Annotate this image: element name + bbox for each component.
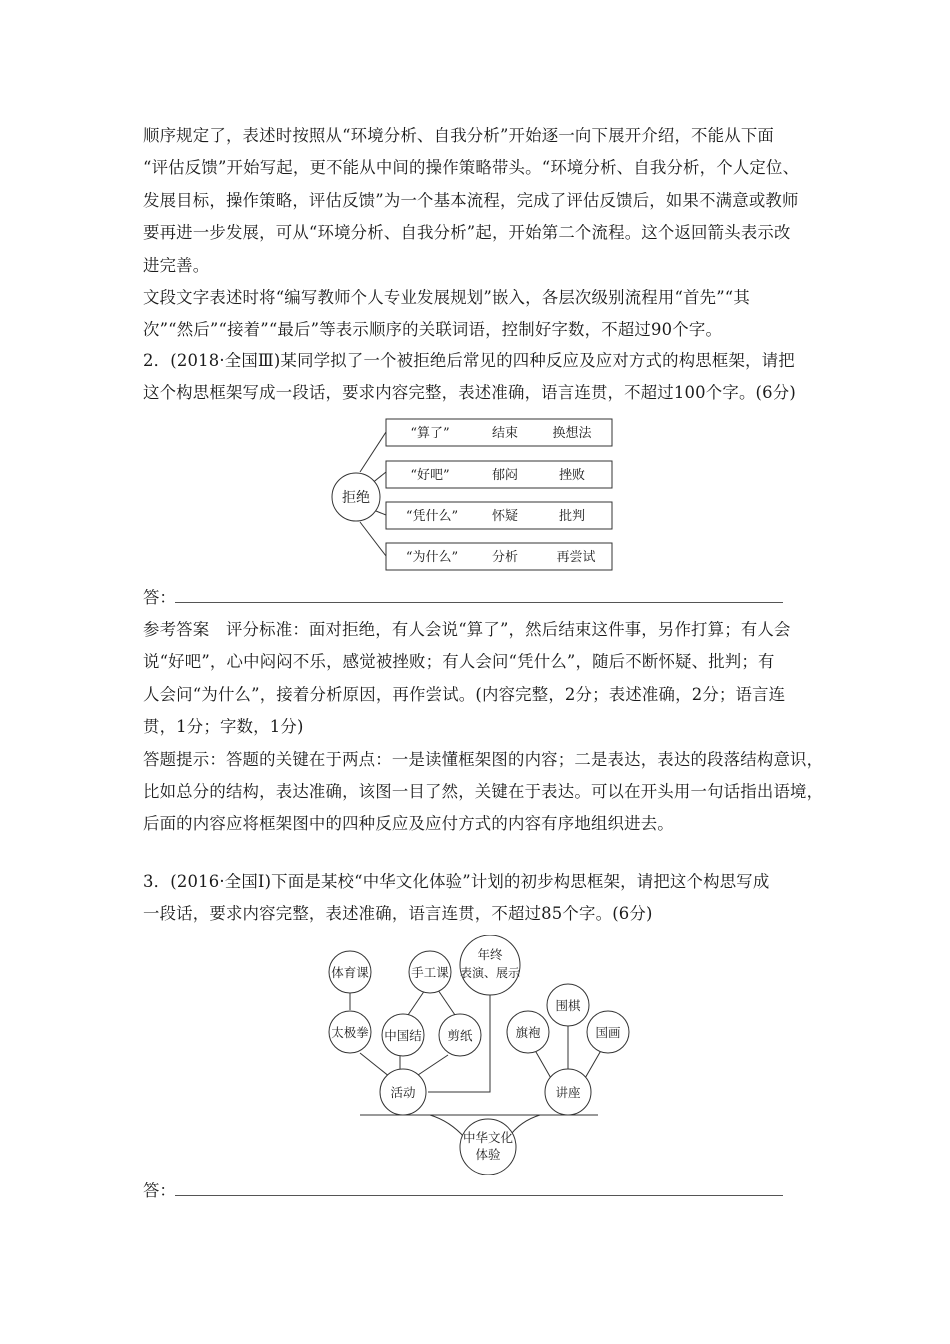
label-activity: 活动 — [390, 1085, 416, 1100]
label-pe-class: 体育课 — [331, 965, 369, 980]
tip-line: 比如总分的结构，表达准确，该图一目了然，关键在于表达。可以在开头用一句话指出语境， — [143, 782, 824, 802]
reaction-feeling: 郁闷 — [491, 468, 519, 483]
reaction-response: 挫败 — [558, 468, 586, 483]
reaction-phrase: “算了” — [410, 426, 450, 441]
intro-line: “评估反馈”开始写起，更不能从中间的操作策略带头。“环境分析、自我分析，个人定位、 — [143, 158, 800, 178]
answer-blank-line[interactable] — [175, 602, 783, 603]
reaction-response: 换想法 — [552, 426, 592, 441]
branch-line — [360, 432, 386, 472]
label-paper-cut: 剪纸 — [447, 1028, 473, 1043]
label-root-culture: 体验 — [475, 1147, 501, 1162]
reaction-phrase: “为什么” — [405, 550, 459, 565]
intro-line: 要再进一步发展，可从“环境分析、自我分析”起，开始第二个流程。这个返回箭头表示改 — [143, 223, 791, 243]
label-chinese-knot: 中国结 — [384, 1028, 422, 1043]
reaction-feeling: 怀疑 — [491, 509, 519, 524]
q2-answer-row[interactable] — [143, 587, 783, 609]
tip-line: 答题提示：答题的关键在于两点：一是读懂框架图的内容；二是表达，表达的段落结构意识， — [143, 749, 824, 769]
intro-line: 发展目标，操作策略，评估反馈”为一个基本流程，完成了评估反馈后，如果不满意或教师 — [143, 190, 799, 210]
connector-line — [360, 1053, 390, 1077]
label-lecture: 讲座 — [555, 1085, 581, 1100]
label-go: 围棋 — [555, 998, 581, 1013]
q3-answer-row[interactable] — [143, 1180, 783, 1202]
question-line: 这个构思框架写成一段话，要求内容完整，表述准确，语言连贯，不超过100个字。(6分) — [143, 383, 796, 403]
reaction-feeling: 结束 — [491, 426, 519, 441]
intro-line: 进完善。 — [143, 255, 210, 275]
q2-reference-answer — [143, 614, 824, 841]
reaction-response: 批判 — [558, 509, 586, 524]
intro-line: 文段文字表述时将“编写教师个人专业发展规划”嵌入，各层次级别流程用“首先”“其 — [143, 288, 750, 308]
question-3-stem — [143, 866, 819, 931]
intro-line: 顺序规定了，表述时按照从“环境分析、自我分析”开始逐一向下展开介绍，不能从下面 — [143, 126, 775, 145]
answer-blank-line[interactable] — [175, 1195, 783, 1196]
question-2-stem — [143, 345, 819, 410]
connector-line — [430, 1115, 465, 1138]
connector-line — [415, 1055, 448, 1077]
rejection-framework-diagram — [320, 410, 620, 580]
reference-line: 说“好吧”，心中闷闷不乐，感觉被挫败；有人会问“凭什么”，随后不断怀疑、批判；有 — [143, 652, 775, 672]
reference-line: 贯，1分；字数，1分) — [143, 717, 304, 737]
label-year-end: 年终 — [477, 947, 503, 962]
intro-line: 次”“然后”“接着”“最后”等表示顺序的关联词语，控制好字数，不超过90个字。 — [143, 320, 723, 340]
reaction-phrase: “凭什么” — [405, 509, 459, 524]
label-taiji: 太极拳 — [331, 1025, 369, 1040]
question-line: 一段话，要求内容完整，表述准确，语言连贯，不超过85个字。(6分) — [143, 904, 653, 924]
reference-line: 人会问“为什么”，接着分析原因，再作尝试。(内容完整，2分；表述准确，2分；语言连 — [143, 684, 786, 704]
reaction-phrase: “好吧” — [410, 468, 450, 483]
label-year-end: 表演、展示 — [459, 966, 521, 980]
root-label: 拒绝 — [342, 490, 370, 506]
connector-line — [408, 990, 425, 1015]
branch-line — [360, 522, 386, 556]
node-year-end-show — [460, 935, 520, 995]
tip-line: 后面的内容应将框架图中的四种反应及应付方式的内容有序地组织进去。 — [143, 814, 674, 834]
intro-paragraph — [143, 120, 819, 347]
culture-plan-tree-diagram — [320, 935, 630, 1175]
reaction-feeling: 分析 — [491, 550, 519, 565]
connector-line — [438, 990, 455, 1015]
question-line: 3．(2016·全国Ⅰ)下面是某校“中华文化体验”计划的初步构思框架，请把这个构思写成 — [143, 872, 770, 891]
label-craft-class: 手工课 — [411, 965, 449, 980]
answer-label: 答： — [143, 588, 176, 607]
label-root-culture: 中华文化 — [462, 1130, 514, 1145]
question-line: 2．(2018·全国Ⅲ)某同学拟了一个被拒绝后常见的四种反应及应对方式的构思框架，请把 — [143, 351, 795, 370]
reference-line: 参考答案 评分标准：面对拒绝，有人会说“算了”，然后结束这件事，另作打算；有人会 — [143, 620, 791, 639]
reaction-response: 再尝试 — [556, 550, 596, 565]
answer-label: 答： — [143, 1181, 176, 1200]
label-painting: 国画 — [595, 1025, 621, 1040]
label-qipao: 旗袍 — [515, 1025, 541, 1040]
